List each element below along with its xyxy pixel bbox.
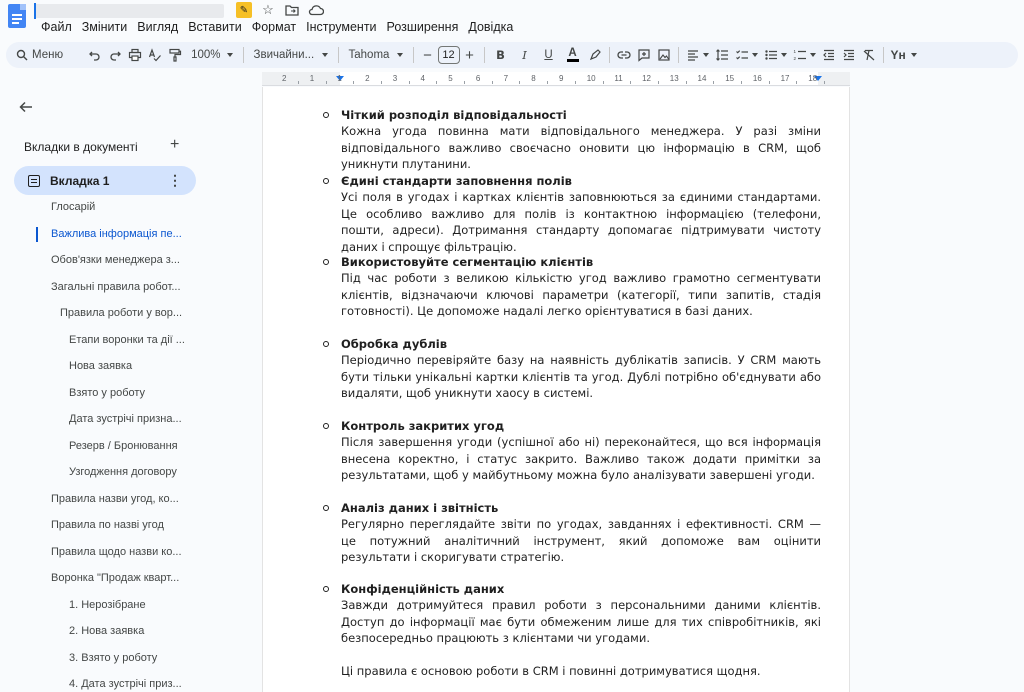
align-button[interactable] xyxy=(683,45,712,65)
ruler-number: 8 xyxy=(531,74,536,83)
italic-button[interactable]: I xyxy=(522,48,527,62)
image-icon xyxy=(657,48,671,62)
formatting-toolbar xyxy=(6,42,1018,68)
outline-item[interactable]: Правила щодо назви ко... xyxy=(51,545,182,558)
hollow-bullet-icon xyxy=(323,341,329,347)
ruler-tick xyxy=(547,81,548,84)
ruler-number: 1 xyxy=(309,74,315,83)
ruler-number: 5 xyxy=(448,74,453,83)
insert-comment-button[interactable] xyxy=(634,45,654,65)
style-value: Звичайни... xyxy=(253,49,315,61)
ruler-tick xyxy=(741,81,742,84)
svg-text:2: 2 xyxy=(793,56,796,61)
decrease-indent-icon xyxy=(822,48,836,62)
docs-logo-icon[interactable] xyxy=(8,4,26,28)
ruler-tick xyxy=(796,81,797,84)
decrease-font-size-button[interactable]: − xyxy=(423,46,432,64)
toolbar-divider xyxy=(484,47,485,63)
search-menus-label: Меню xyxy=(32,49,64,61)
section-heading: Аналіз даних і звітність xyxy=(341,501,499,515)
ruler-number: 14 xyxy=(697,74,707,83)
ruler-number: 1 xyxy=(337,74,342,83)
insert-link-button[interactable] xyxy=(614,45,634,65)
section-heading: Чіткий розподіл відповідальності xyxy=(341,108,567,122)
highlighter-icon xyxy=(588,48,602,62)
section-body: Періодично перевіряйте базу на наявність дублікатів записів. У CRM мають бути тільки унікальні картки клієнтів та угод. Дублі потрібно об'єднувати або видаляти, щоб уникнути хаосу в системі. xyxy=(341,353,821,400)
ruler-tick xyxy=(492,81,493,84)
document-tabs-sidebar xyxy=(0,88,255,692)
ruler-tick xyxy=(436,81,437,84)
menu-insert[interactable]: Вставити xyxy=(188,20,242,34)
draw-icon[interactable]: ✎ xyxy=(236,2,252,18)
title-cursor xyxy=(34,3,36,19)
numbered-list-icon xyxy=(793,48,807,62)
section-body: Під час роботи з великою кількістю угод важливо грамотно сегментувати клієнтів, відзначаючи ключові параметри (категорії, типи запитів, стадія готовності). Це допоможе надалі легко орієнтуватися в базі даних. xyxy=(341,271,821,318)
font-value: Tahoma xyxy=(348,49,390,61)
search-menus-button[interactable] xyxy=(6,44,71,66)
menu-edit[interactable]: Змінити xyxy=(81,20,128,34)
chevron-down-icon xyxy=(781,53,787,57)
increase-indent-button[interactable] xyxy=(839,45,859,65)
chevron-down-icon xyxy=(810,53,816,57)
font-size-input[interactable]: 12 xyxy=(438,46,460,64)
hollow-bullet-icon xyxy=(323,112,329,118)
outline-item[interactable]: Взято у роботу xyxy=(69,386,146,399)
ruler-number: 6 xyxy=(475,74,481,83)
decrease-indent-button[interactable] xyxy=(819,45,839,65)
chevron-down-icon xyxy=(227,53,233,57)
chevron-down-icon xyxy=(911,53,917,57)
checklist-icon xyxy=(735,48,749,62)
section-heading: Використовуйте сегментацію клієнтів xyxy=(341,255,594,269)
menu-format[interactable]: Формат xyxy=(251,20,297,34)
outline-item[interactable]: Правила роботи у вор... xyxy=(60,307,183,319)
chevron-down-icon xyxy=(703,53,709,57)
ruler-tick xyxy=(326,81,327,84)
link-icon xyxy=(617,48,631,62)
section-body: Завжди дотримуйтеся правил роботи з персональними даними клієнтів. Доступ до інформації має бути обмеженим лише для тих співробітників, які безпосередньо працюють з клієнтами чи угодами. xyxy=(341,598,821,645)
closing-paragraph: Ці правила є основою роботи в CRM і повинні дотримуватися щодня. xyxy=(341,664,761,678)
chevron-down-icon xyxy=(752,53,758,57)
document-section[interactable] xyxy=(341,500,821,566)
outline-item[interactable]: Узгодження договору xyxy=(69,466,177,478)
document-section[interactable] xyxy=(341,418,821,484)
spellcheck-button[interactable] xyxy=(145,45,165,65)
outline-item[interactable]: Загальні правила робот... xyxy=(51,280,181,293)
zoom-value: 100% xyxy=(191,49,221,61)
line-spacing-icon xyxy=(715,48,729,62)
menu-view[interactable]: Вигляд xyxy=(137,20,179,34)
ruler-number: 18 xyxy=(808,74,818,83)
back-arrow-icon[interactable] xyxy=(19,100,33,118)
comment-icon xyxy=(637,48,651,62)
menu-bar xyxy=(36,19,518,35)
ruler-tick xyxy=(603,81,604,84)
clear-formatting-icon xyxy=(862,48,876,62)
ruler-tick xyxy=(824,81,825,84)
ruler-number: 12 xyxy=(642,74,651,83)
section-heading: Обробка дублів xyxy=(341,337,447,351)
outline-item[interactable]: Нова заявка xyxy=(69,360,133,372)
document-tab-icon xyxy=(28,175,40,187)
outline-item[interactable]: 3. Взято у роботу xyxy=(69,651,158,664)
ruler-number: 17 xyxy=(780,74,790,83)
menu-file[interactable]: Файл xyxy=(41,20,72,34)
toolbar-divider xyxy=(883,47,884,63)
add-tab-button[interactable]: + xyxy=(170,136,180,153)
insert-image-button[interactable] xyxy=(654,45,674,65)
document-section[interactable] xyxy=(341,173,821,255)
clear-formatting-button[interactable] xyxy=(859,45,879,65)
document-section[interactable] xyxy=(341,107,821,173)
tabs-header: Вкладки в документі xyxy=(24,140,138,154)
ruler-tick xyxy=(686,81,687,84)
text-color-label: A xyxy=(568,47,577,59)
toolbar-divider xyxy=(243,47,244,63)
ruler-number: 9 xyxy=(559,74,564,83)
search-icon xyxy=(16,49,28,61)
move-folder-icon[interactable] xyxy=(284,2,300,18)
font-select[interactable] xyxy=(343,49,409,61)
bulleted-list-button[interactable] xyxy=(761,45,790,65)
section-body: Регулярно переглядайте звіти по угодах, завданнях і ефективності. CRM — це потужний аналітичний інструмент, який допоможе вам оцінити результати і скоригувати стратегію. xyxy=(341,517,821,564)
ruler-tick xyxy=(630,81,631,84)
section-heading: Контроль закритих угод xyxy=(341,419,505,433)
ruler-number: 4 xyxy=(420,74,425,83)
outline-item[interactable]: Обов'язки менеджера з... xyxy=(51,254,180,266)
document-section[interactable] xyxy=(341,254,821,320)
chevron-down-icon xyxy=(322,53,328,57)
toolbar-divider xyxy=(678,47,679,63)
bold-button[interactable]: B xyxy=(496,48,505,62)
zoom-select[interactable] xyxy=(185,49,238,61)
ruler-tick xyxy=(381,81,382,84)
outline-item[interactable]: Воронка "Продаж кварт... xyxy=(51,572,180,584)
menu-tools[interactable]: Інструменти xyxy=(306,20,377,34)
ruler-tick xyxy=(658,81,659,84)
star-icon[interactable]: ☆ xyxy=(262,2,274,17)
underline-button[interactable]: U xyxy=(544,49,553,61)
ruler-number: 10 xyxy=(586,74,596,83)
ruler-number: 2 xyxy=(365,74,370,83)
ruler-tick xyxy=(713,81,714,84)
svg-text:1: 1 xyxy=(793,49,796,54)
toolbar-divider xyxy=(609,47,610,63)
ruler-number: 3 xyxy=(392,74,398,83)
align-left-icon xyxy=(686,48,700,62)
ruler-number: 7 xyxy=(503,74,509,83)
outline-item[interactable]: Правила назви угод, ко... xyxy=(51,492,179,505)
highlight-button[interactable] xyxy=(585,45,605,65)
ruler-tick xyxy=(769,81,770,84)
outline-item[interactable]: Резерв / Бронювання xyxy=(69,439,178,452)
undo-icon xyxy=(88,48,102,62)
hollow-bullet-icon xyxy=(323,505,329,511)
section-heading: Конфіденційність даних xyxy=(341,582,505,596)
line-spacing-button[interactable] xyxy=(712,45,732,65)
redo-icon xyxy=(108,48,122,62)
ruler-tick xyxy=(298,81,299,84)
title-actions xyxy=(236,2,324,18)
ruler-number: 11 xyxy=(614,74,623,83)
chevron-down-icon xyxy=(397,53,403,57)
document-section[interactable] xyxy=(341,336,821,402)
print-icon xyxy=(128,48,142,62)
increase-indent-icon xyxy=(842,48,856,62)
section-body: Після завершення угоди (успішної або ні) переконайтеся, що вся інформація внесена коректно, і статус закрито. Важливо також додати примітки за результатами, щоб у майбутньому можна було аналізувати завершені угоди. xyxy=(341,435,821,482)
hollow-bullet-icon xyxy=(323,259,329,265)
document-page[interactable] xyxy=(262,87,850,692)
section-body: Усі поля в угодах і картках клієнтів заповнюються за єдиними стандартами. Це особливо важливо для полів із контактною інформацією (телефони, пошти, адреси). Дотримання стандарту допомагає підтримувати чистоту даних і спрощує фільтрацію. xyxy=(341,190,821,254)
tab-label: Вкладка 1 xyxy=(50,173,110,188)
bulleted-list-icon xyxy=(764,48,778,62)
outline-item[interactable]: Етапи воронки та дії ... xyxy=(69,333,185,346)
more-vert-icon[interactable]: ⋮ xyxy=(168,172,182,188)
ruler-tick xyxy=(575,81,576,84)
outline-item[interactable]: 2. Нова заявка xyxy=(69,625,145,637)
ruler-tick xyxy=(353,81,354,84)
toolbar-divider xyxy=(413,47,414,63)
outline-item[interactable]: 4. Дата зустрічі приз... xyxy=(69,678,182,690)
document-title-redacted[interactable] xyxy=(34,4,224,18)
menu-extensions[interactable]: Розширення xyxy=(386,20,459,34)
ruler-number: 16 xyxy=(752,74,762,83)
ruler-number: 2 xyxy=(282,74,287,83)
toolbar-divider xyxy=(338,47,339,63)
horizontal-ruler[interactable] xyxy=(262,72,850,86)
hollow-bullet-icon xyxy=(323,586,329,592)
undo-button[interactable] xyxy=(85,45,105,65)
section-heading: Єдині стандарти заповнення полів xyxy=(341,174,572,188)
outline-item[interactable]: Глосарій xyxy=(51,201,96,213)
outline-item[interactable]: Правила по назві угод xyxy=(51,519,164,531)
numbered-list-button[interactable] xyxy=(790,45,819,65)
text-color-swatch xyxy=(567,59,579,62)
menu-help[interactable]: Довідка xyxy=(468,20,514,34)
ruler-number: 15 xyxy=(725,74,735,83)
redo-button[interactable] xyxy=(105,45,125,65)
text-color-button[interactable] xyxy=(561,45,585,65)
tab-item-active[interactable] xyxy=(14,166,196,195)
outline-item[interactable]: 1. Нерозібране xyxy=(69,598,146,611)
paint-format-button[interactable] xyxy=(165,45,185,65)
ruler-tick xyxy=(464,81,465,84)
outline-item[interactable]: Важлива інформація пе... xyxy=(51,227,182,240)
ruler-left-margin xyxy=(262,72,340,85)
spellcheck-icon xyxy=(148,48,162,62)
outline-item[interactable]: Дата зустрічі призна... xyxy=(69,413,182,425)
increase-font-size-button[interactable]: + xyxy=(465,46,474,64)
hollow-bullet-icon xyxy=(323,178,329,184)
section-body: Кожна угода повинна мати відповідального менеджера. У разі зміни відповідального важливо своєчасно оновити цю інформацію в CRM, щоб уникнути плутанини. xyxy=(341,124,821,171)
ruler-right-margin xyxy=(818,72,850,85)
cloud-status-icon[interactable] xyxy=(308,2,324,18)
paint-format-icon xyxy=(168,48,182,62)
checklist-button[interactable] xyxy=(732,45,761,65)
style-select[interactable] xyxy=(248,49,334,61)
ruler-tick xyxy=(409,81,410,84)
top-bar xyxy=(0,0,1024,40)
outline-active-indicator xyxy=(36,227,38,242)
ruler-tick xyxy=(519,81,520,84)
print-button[interactable] xyxy=(125,45,145,65)
ruler-number: 13 xyxy=(669,74,679,83)
input-tools-button[interactable]: Yн xyxy=(888,45,920,65)
document-section[interactable] xyxy=(341,581,821,647)
hollow-bullet-icon xyxy=(323,423,329,429)
